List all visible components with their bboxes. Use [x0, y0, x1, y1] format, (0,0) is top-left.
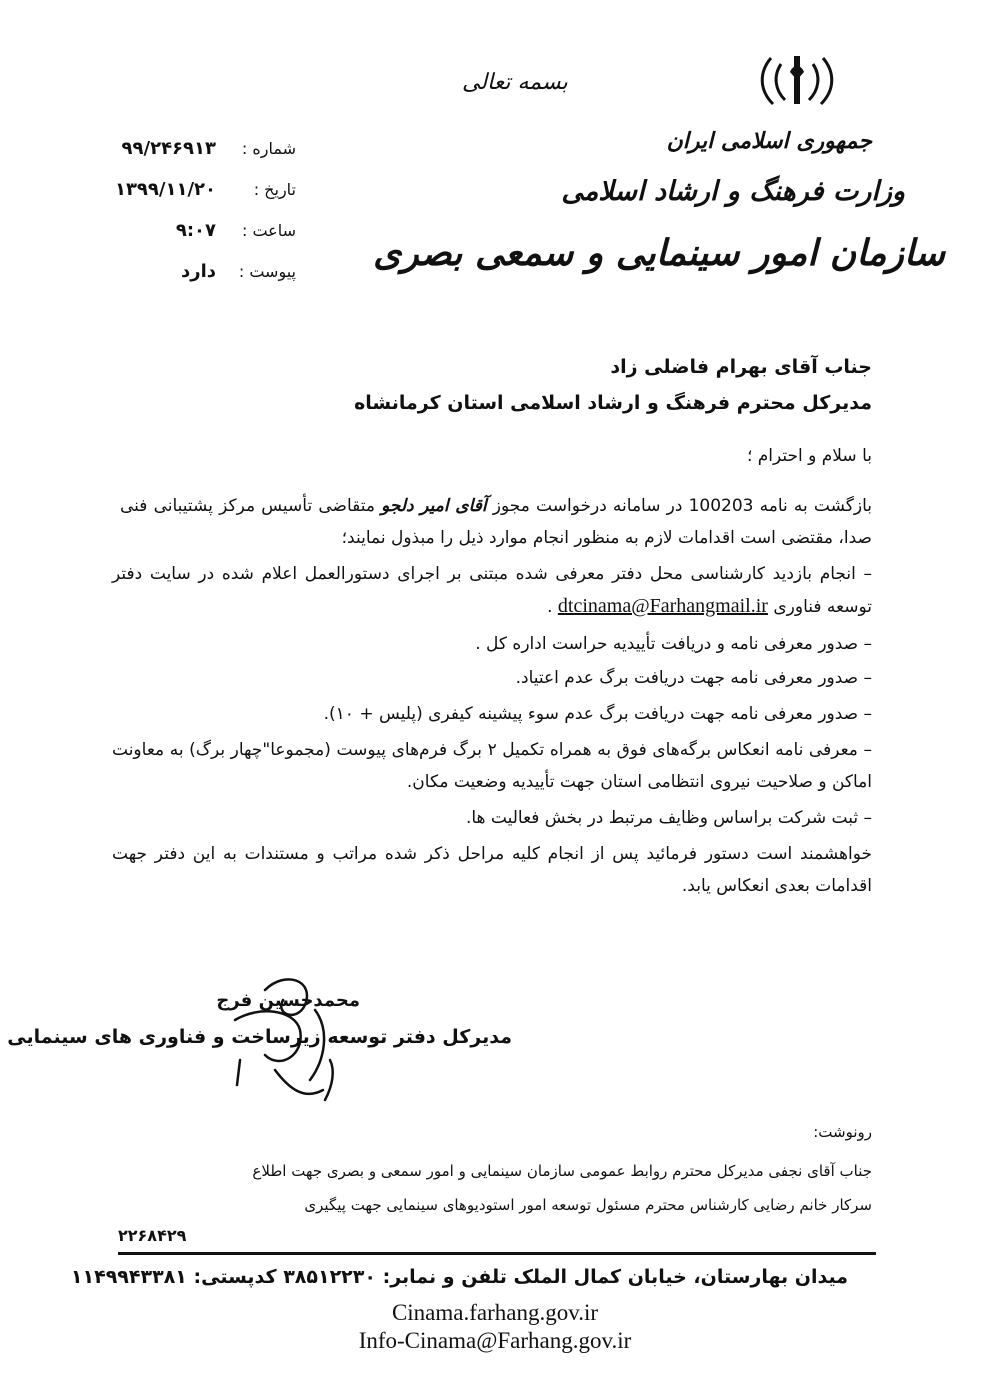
org-ministry: وزارت فرهنگ و ارشاد اسلامی: [561, 176, 905, 207]
meta-attachment-value: دارد: [180, 261, 216, 282]
intro-part2: متقاضی تأسیس مرکز پشتیبانی فنی صدا، مقتضی است اقدامات لازم به منظور انجام موارد ذیل را مبذول نمایند؛: [120, 496, 872, 548]
bismillah: بسمه تعالی: [462, 70, 568, 95]
cc-line: سرکار خانم رضایی کارشناس محترم مسئول توسعه امور استودیوهای سینمایی جهت پیگیری: [304, 1196, 872, 1214]
item1-end: .: [547, 597, 558, 617]
list-item: – صدور معرفی نامه جهت دریافت برگ عدم سوء پیشینه کیفری (پلیس + ۱۰).: [323, 704, 872, 724]
applicant-name: آقای امیر دلجو: [381, 496, 487, 516]
meta-number-value: ۹۹/۲۴۶۹۱۳: [121, 138, 216, 159]
intro-paragraph: [120, 490, 872, 554]
meta-attachment-label: پیوست :: [238, 262, 296, 281]
addressee-name: جناب آقای بهرام فاضلی زاد: [610, 356, 872, 378]
meta-time: [96, 220, 296, 241]
meta-number-label: شماره :: [241, 139, 296, 158]
iran-emblem-icon: [757, 50, 837, 110]
meta-date-value: ۱۳۹۹/۱۱/۲۰: [114, 179, 216, 200]
list-item: – ثبت شرکت براساس وظایف مرتبط در بخش فعالیت ها.: [465, 808, 872, 828]
meta-number: [96, 138, 296, 159]
list-item: – صدور معرفی نامه و دریافت تأییدیه حراست اداره کل .: [475, 634, 872, 654]
list-item: – صدور معرفی نامه جهت دریافت برگ عدم اعتیاد.: [515, 668, 872, 688]
signatory-title: مدیرکل دفتر توسعه زیرساخت و فناوری های سینمایی: [7, 1026, 512, 1048]
document-number: ۲۲۶۸۴۲۹: [118, 1226, 187, 1245]
footer-website[interactable]: Cinama.farhang.gov.ir: [391, 1300, 599, 1325]
org-organization: سازمان امور سینمایی و سمعی بصری: [373, 232, 945, 274]
meta-date-label: تاریخ :: [253, 180, 296, 199]
closing-paragraph: خواهشمند است دستور فرمائید پس از انجام کلیه مراحل ذکر شده مراتب و مستندات به این دفتر جهت اقدامات بعدی انعکاس یابد.: [112, 844, 872, 896]
footer-divider: [118, 1252, 876, 1255]
signatory-name: محمدحسین فرج: [216, 990, 360, 1011]
list-item: [112, 558, 872, 623]
addressee-title: مدیرکل محترم فرهنگ و ارشاد اسلامی استان کرمانشاه: [354, 392, 872, 414]
footer-address: میدان بهارستان، خیابان کمال الملک تلفن و نمابر: ۳۸۵۱۲۲۳۰ کدپستی: ۱۱۴۹۹۴۳۳۸۱: [70, 1266, 848, 1288]
org-country: جمهوری اسلامی ایران: [666, 128, 872, 154]
meta-date: [96, 179, 296, 200]
intro-part1: بازگشت به نامه 100203 در سامانه درخواست مجوز: [486, 496, 873, 516]
footer-email[interactable]: Info-Cinama@Farhang.gov.ir: [358, 1328, 632, 1353]
item1-text: – انجام بازدید کارشناسی محل دفتر معرفی شده مبتنی بر اجرای دستورالعمل اعلام شده در سایت دفتر توسعه فناوری: [112, 564, 872, 617]
meta-attachment: [96, 261, 296, 282]
greeting: با سلام و احترام ؛: [746, 446, 872, 466]
email-link[interactable]: dtcinama@Farhangmail.ir: [557, 595, 768, 617]
meta-time-label: ساعت :: [241, 221, 296, 240]
cc-label: رونوشت:: [813, 1123, 872, 1141]
list-item: – معرفی نامه انعکاس برگه‌های فوق به همراه تکمیل ۲ برگ فرم‌های پیوست (مجموعا"چهار برگ) به معاونت اماکن و صلاحیت نیروی انتظامی استان جهت تأییدیه وضعیت مکان.: [112, 740, 872, 792]
meta-time-value: ۹:۰۷: [175, 220, 216, 241]
cc-line: جناب آقای نجفی مدیرکل محترم روابط عمومی سازمان سینمایی و امور سمعی و بصری جهت اطلاع: [252, 1162, 872, 1180]
